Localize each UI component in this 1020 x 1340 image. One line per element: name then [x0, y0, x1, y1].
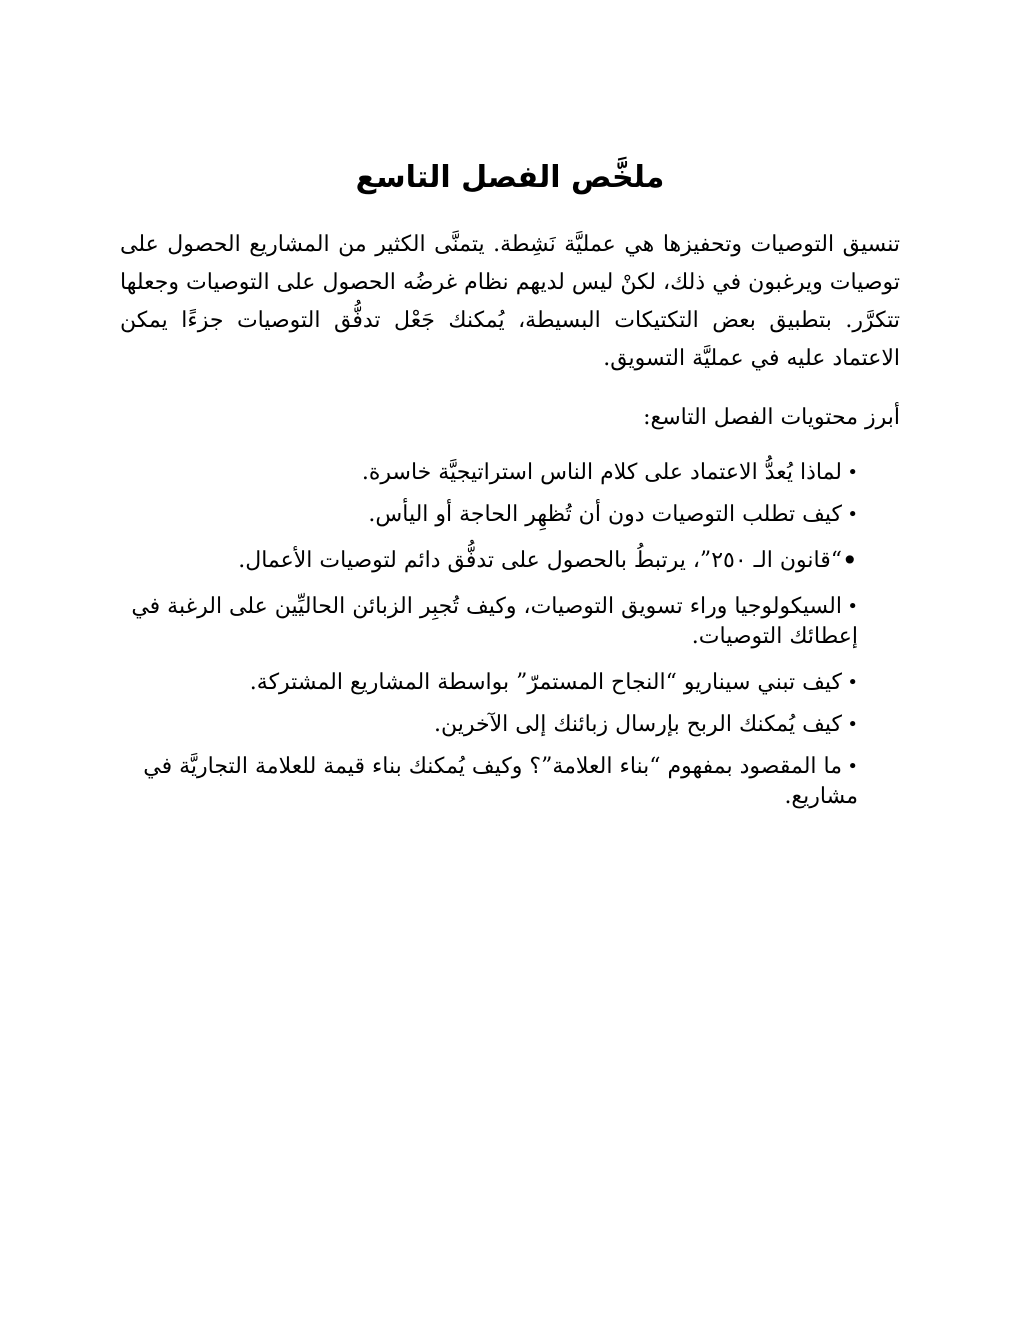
list-item-text: “قانون الـ ٢٥٠”، يرتبطُ بالحصول على تدفُّق دائم لتوصيات الأعمال.: [238, 548, 842, 574]
list-item: [120, 592, 858, 652]
list-item-text: كيف تطلب التوصيات دون أن تُظهِر الحاجة أو اليأس.: [368, 502, 842, 528]
list-item: [120, 752, 858, 812]
page-content: [120, 226, 900, 812]
list-item: [120, 710, 858, 740]
list-item-text: كيف تبني سيناريو “النجاح المستمرّ” بواسطة المشاريع المشتركة.: [249, 670, 842, 696]
list-item: [120, 668, 858, 698]
bullet-icon: •: [847, 672, 858, 694]
list-item-text: لماذا يُعدُّ الاعتماد على كلام الناس استراتيجيَّة خاسرة.: [361, 460, 842, 486]
bullet-icon: •: [847, 596, 858, 618]
chapter-highlights-list: [120, 458, 858, 812]
intro-paragraph: تنسيق التوصيات وتحفيزها هي عمليَّة نَشِطة. يتمنَّى الكثير من المشاريع الحصول على توصيات ويرغبون في ذلك، لكنْ ليس لديهم نظام غرضُه الحصول على التوصيات وجعلها تتكرَّر. بتطبيق بعض التكتيكات البسيطة، يُمكنك جَعْل تدفُّق التوصيات جزءًا يمكن الاعتماد عليه في عمليَّة التسويق.: [120, 232, 900, 372]
bullet-icon: •: [841, 544, 858, 578]
list-item-text: كيف يُمكنك الربح بإرسال زبائنك إلى الآخرين.: [433, 712, 842, 738]
bullet-icon: •: [847, 756, 858, 778]
chapter-title: ملخَّص الفصل التاسع: [355, 160, 665, 196]
bullet-icon: •: [847, 714, 858, 736]
bullet-icon: •: [847, 462, 858, 484]
list-item: [120, 500, 858, 530]
contents-heading: أبرز محتويات الفصل التاسع:: [643, 405, 900, 431]
bullet-icon: •: [847, 504, 858, 526]
list-item: [120, 546, 858, 576]
list-item-text: ما المقصود بمفهوم “بناء العلامة”؟ وكيف يُمكنك بناء قيمة للعلامة التجاريَّة في مشاريع.: [143, 754, 858, 810]
list-item: [120, 458, 858, 488]
book-page: [0, 20, 1020, 1340]
list-item-text: السيكولوجيا وراء تسويق التوصيات، وكيف تُجبِر الزبائن الحاليِّين على الرغبة في إعطائك التوصيات.: [131, 594, 858, 650]
